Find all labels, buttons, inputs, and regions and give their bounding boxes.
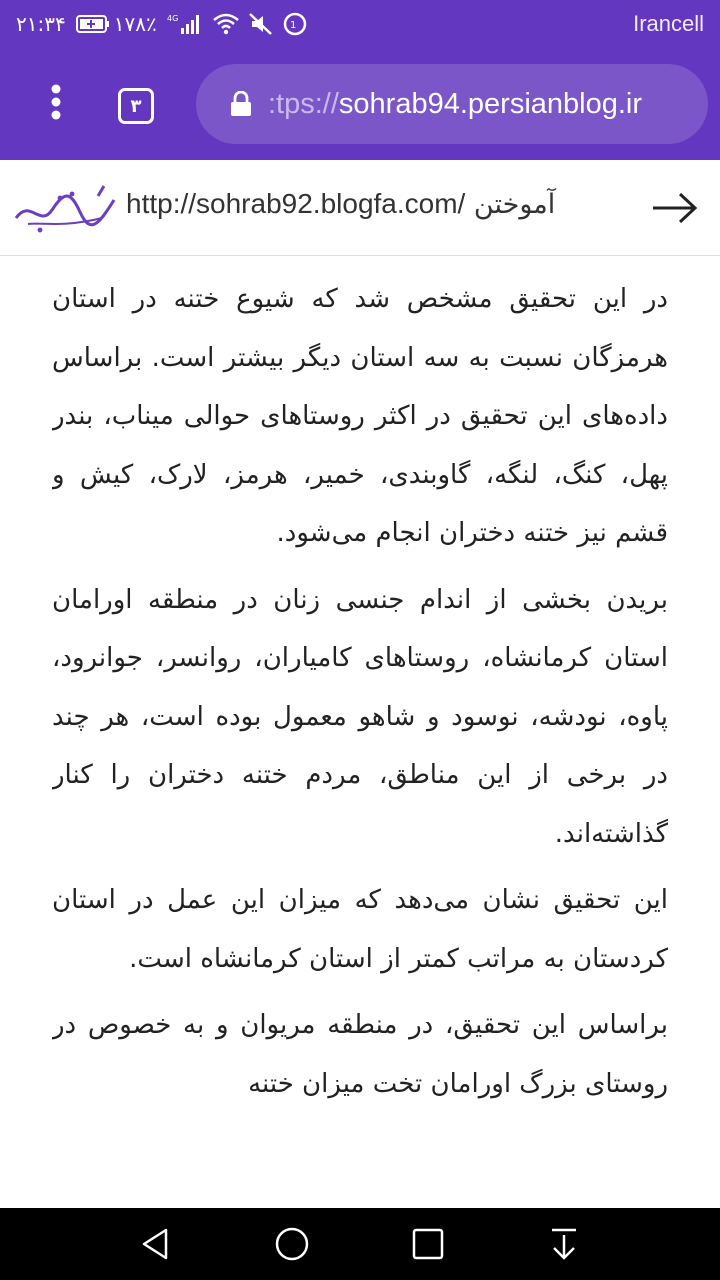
blog-link-url: http://sohrab92.blogfa.com/ bbox=[126, 188, 466, 219]
blog-link-label: آموختن bbox=[473, 189, 556, 220]
signal-icon bbox=[167, 13, 203, 35]
article-paragraph: بریدن بخشی از اندام جنسی زنان در منطقه اورامان استان کرمانشاه، روستاهای کامیاران، روانسر، جوانرود، پاوه، نودشه، نوسود و شاهو معمول بوده است، هر چند در برخی از این مناطق، مردم ختنه دختران را کنار گذاشته‌اند. bbox=[52, 584, 668, 849]
carrier-name: Irancell bbox=[633, 11, 704, 36]
lock-icon bbox=[230, 91, 252, 117]
three-dots-vertical-icon bbox=[50, 84, 62, 120]
article-body bbox=[52, 270, 668, 1210]
notification-pulldown-icon[interactable] bbox=[544, 1224, 584, 1264]
status-time: ۲۱:۳۴ bbox=[16, 12, 66, 36]
address-bar[interactable] bbox=[196, 64, 708, 144]
home-icon[interactable] bbox=[272, 1224, 312, 1264]
status-icons bbox=[16, 12, 307, 36]
mute-icon bbox=[249, 13, 273, 35]
blog-header bbox=[0, 160, 720, 256]
tab-count: ۳ bbox=[118, 88, 154, 124]
navigation-bar bbox=[0, 1208, 720, 1280]
svg-text:1: 1 bbox=[289, 20, 297, 31]
back-icon[interactable] bbox=[136, 1224, 176, 1264]
battery-icon bbox=[76, 15, 110, 33]
recents-icon[interactable] bbox=[408, 1224, 448, 1264]
status-bar bbox=[0, 0, 720, 48]
svg-text:4G: 4G bbox=[166, 14, 178, 23]
persianblog-logo-icon[interactable] bbox=[10, 178, 122, 240]
url-scheme: :tps:// bbox=[268, 87, 339, 120]
blog-link[interactable] bbox=[126, 188, 555, 220]
article-paragraph: این تحقیق نشان می‌دهد که میزان این عمل در استان کردستان به مراتب کمتر از استان کرمانشاه است. bbox=[52, 885, 668, 974]
wifi-icon bbox=[213, 13, 239, 35]
data-saver-icon bbox=[283, 12, 307, 36]
article-paragraph: براساس این تحقیق، در منطقه مریوان و به خصوص در روستای بزرگ اورامان تخت میزان ختنه bbox=[52, 1010, 668, 1099]
battery-indicator bbox=[76, 12, 157, 36]
url-text bbox=[268, 88, 642, 121]
browser-toolbar bbox=[0, 48, 720, 160]
arrow-right-icon[interactable] bbox=[650, 188, 700, 228]
tab-switcher-button[interactable] bbox=[108, 78, 164, 134]
battery-percent: ۱۷۸٪ bbox=[113, 12, 157, 36]
article-paragraph: در این تحقیق مشخص شد که شیوع ختنه در استان هرمزگان نسبت به سه استان دیگر بیشتر است. براساس داده‌های این تحقیق در اکثر روستاهای حوالی میناب، بندر پهل، کنگ، لنگه، گاوبندی، خمیر، هرمز، لارک، کیش و قشم نیز ختنه دختران انجام می‌شود. bbox=[52, 284, 668, 548]
url-domain: sohrab94.persianblog.ir bbox=[338, 87, 643, 120]
more-options-button[interactable] bbox=[28, 74, 84, 130]
